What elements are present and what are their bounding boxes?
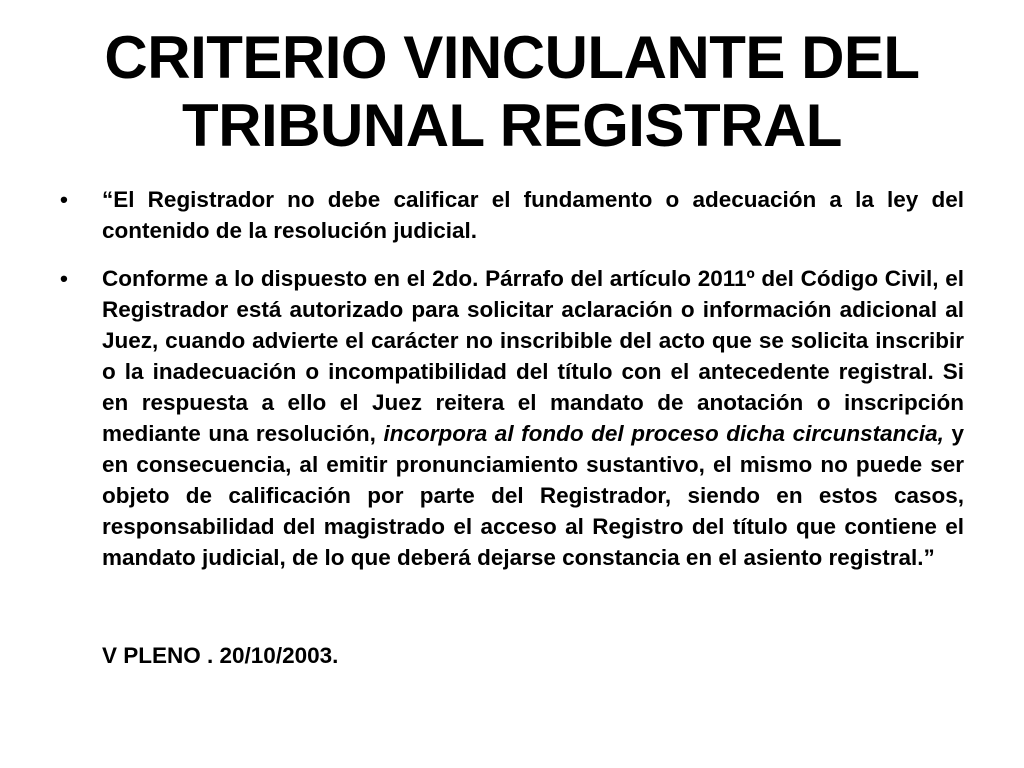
bullet-text-part-1: Conforme a lo dispuesto en el 2do. Párrafo del artículo 2011º del Código Civil, el Registrador está autorizado para solicitar aclaración o información adicional al Juez, cuando advierte el carácter no inscribible del acto que se solicita inscribir o la inadecuación o incompatibilidad del título con el antecedente registral. Si en respuesta a ello el Juez reitera el mandato de anotación o inscripción mediante una resolución,	[102, 266, 964, 446]
bullet-dot-icon: •	[60, 187, 68, 212]
slide-title	[40, 24, 984, 160]
bullet-item	[60, 184, 964, 246]
bullet-dot-icon: •	[60, 266, 68, 291]
bullet-text-part-2: y en consecuencia, al emitir pronunciamiento sustantivo, el mismo no puede ser objeto de calificación por parte del Registrador, siendo en estos casos, responsabilidad del magistrado el acceso al Registro del título que contiene el mandato judicial, de lo que deberá dejarse constancia en el asiento registral.”	[102, 421, 965, 570]
source-reference: V PLENO . 20/10/2003.	[102, 643, 339, 668]
title-line-1: CRITERIO VINCULANTE DEL	[104, 24, 920, 91]
bullet-text-italic: incorpora al fondo del proceso dicha circunstancia,	[383, 421, 944, 446]
bullet-item	[60, 263, 964, 573]
bullet-list	[60, 184, 964, 590]
bullet-text: “El Registrador no debe calificar el fundamento o adecuación a la ley del contenido de la resolución judicial.	[102, 187, 964, 243]
title-line-2: TRIBUNAL REGISTRAL	[182, 92, 842, 159]
